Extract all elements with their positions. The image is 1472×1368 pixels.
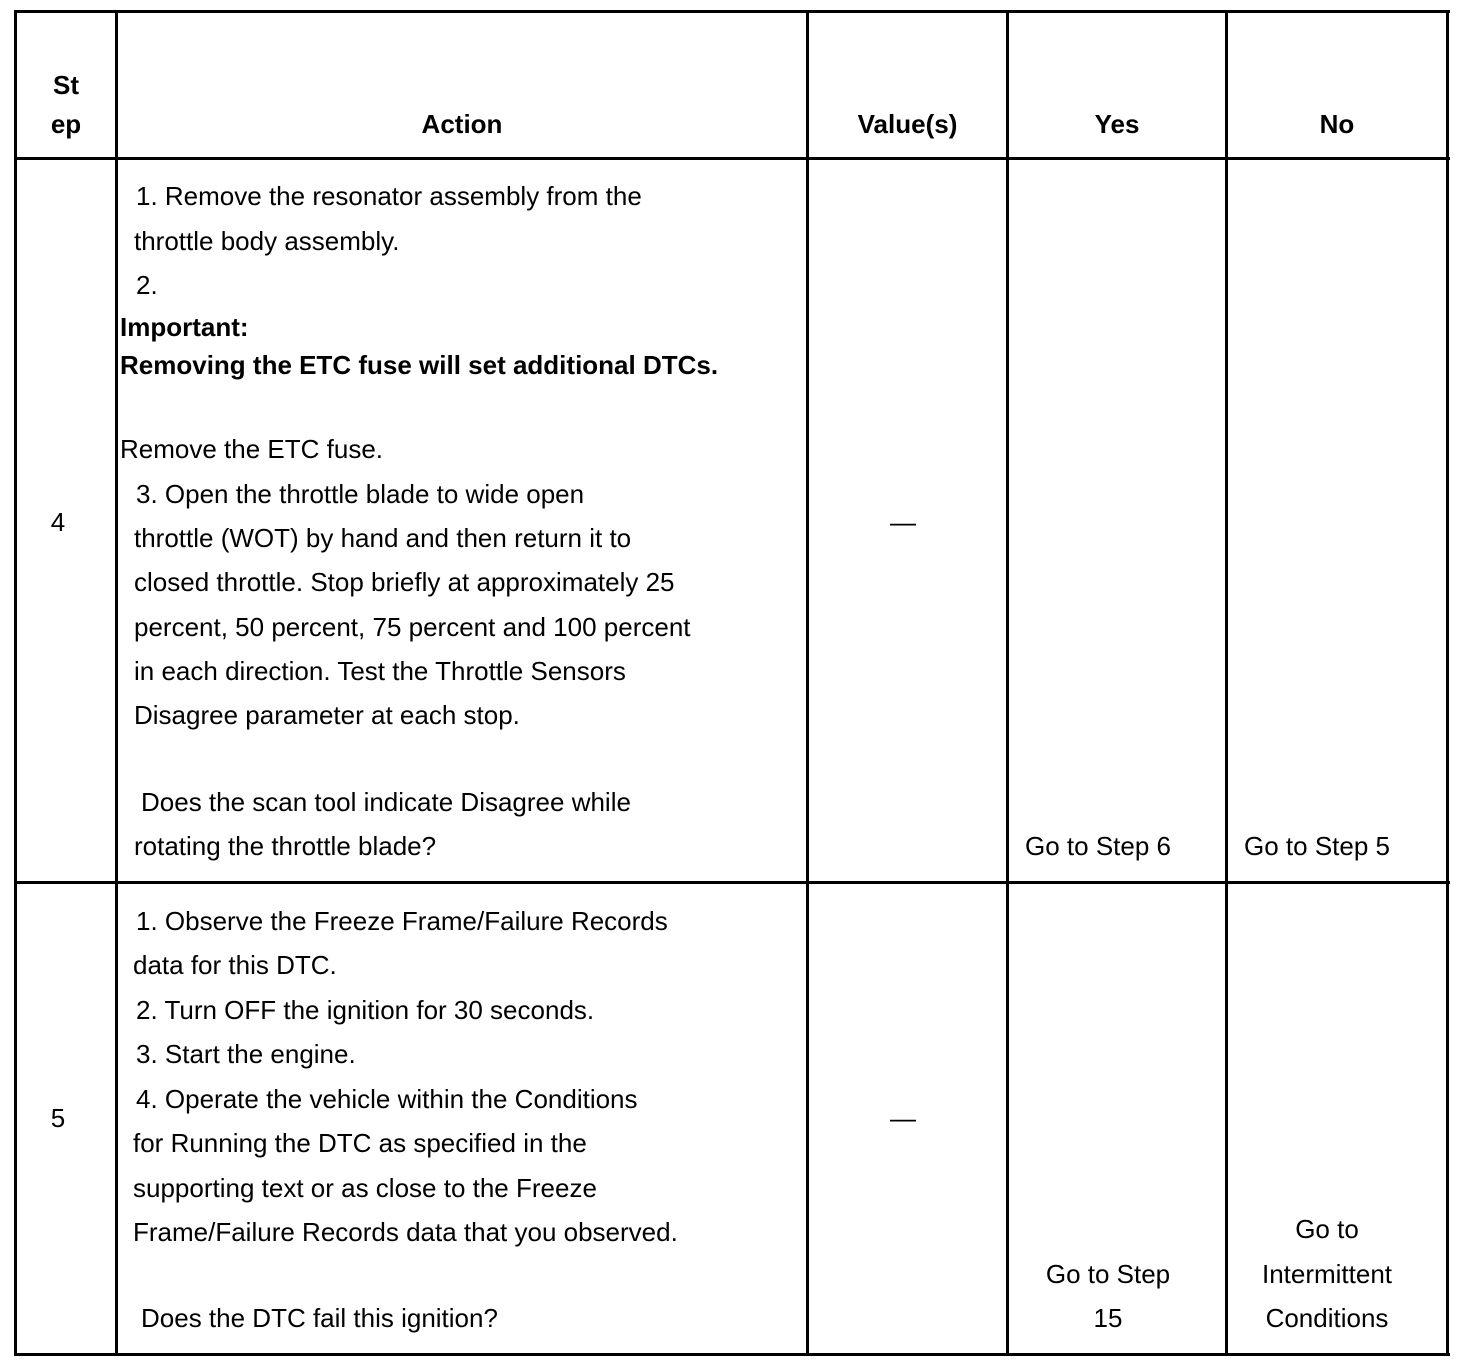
header-step-line1: St <box>53 70 79 100</box>
action-line: data for this DTC. <box>133 950 337 980</box>
action-question: Does the scan tool indicate Disagree while <box>141 787 631 817</box>
no-cell-line: Go to <box>1295 1214 1359 1244</box>
action-line: Frame/Failure Records data that you observed. <box>133 1217 678 1247</box>
action-question: rotating the throttle blade? <box>134 831 437 861</box>
action-line: throttle (WOT) by hand and then return it to <box>134 523 632 553</box>
action-line: 4. Operate the vehicle within the Conditions <box>136 1084 638 1114</box>
header-action: Action <box>421 109 503 139</box>
value-cell: — <box>890 1103 916 1133</box>
yes-cell-line: Go to Step <box>1045 1259 1171 1289</box>
action-line: closed throttle. Stop briefly at approximately 25 <box>134 567 675 597</box>
action-line: 1. Observe the Freeze Frame/Failure Records <box>136 906 668 936</box>
header-no: No <box>1319 109 1355 139</box>
action-line: 2. Turn OFF the ignition for 30 seconds. <box>136 995 595 1025</box>
yes-cell: Go to Step 6 <box>1025 831 1171 861</box>
important-note: Removing the ETC fuse will set additional DTCs. <box>120 350 719 380</box>
action-line: 2. <box>136 270 158 300</box>
header-divider <box>14 157 1450 160</box>
action-line: for Running the DTC as specified in the <box>133 1128 587 1158</box>
table-border-right <box>1446 10 1449 1356</box>
header-yes: Yes <box>1094 109 1140 139</box>
action-line: Remove the ETC fuse. <box>120 434 383 464</box>
no-cell-line: Intermittent <box>1261 1259 1393 1289</box>
col-divider-action <box>806 10 809 1356</box>
action-line: 3. Start the engine. <box>136 1039 356 1069</box>
no-cell: Go to Step 5 <box>1244 831 1390 861</box>
action-line: percent, 50 percent, 75 percent and 100 percent <box>134 612 691 642</box>
header-step-line2: ep <box>50 109 82 139</box>
action-question: Does the DTC fail this ignition? <box>141 1303 498 1333</box>
table-border-bottom <box>14 1353 1450 1356</box>
no-cell-line: Conditions <box>1265 1303 1389 1333</box>
action-line: Disagree parameter at each stop. <box>134 700 520 730</box>
col-divider-values <box>1006 10 1009 1356</box>
step-number: 4 <box>50 507 66 537</box>
action-line: 1. Remove the resonator assembly from the <box>136 181 642 211</box>
step-number: 5 <box>50 1103 66 1133</box>
table-border-left <box>14 10 17 1356</box>
header-values: Value(s) <box>857 109 958 139</box>
action-line: throttle body assembly. <box>134 226 400 256</box>
row-divider <box>14 881 1450 884</box>
value-cell: — <box>890 507 916 537</box>
important-label: Important: <box>120 312 249 342</box>
table-border-top <box>14 10 1450 13</box>
yes-cell-line: 15 <box>1093 1303 1123 1333</box>
action-line: in each direction. Test the Throttle Sensors <box>134 656 626 686</box>
action-line: 3. Open the throttle blade to wide open <box>136 479 585 509</box>
col-divider-step <box>115 10 118 1356</box>
action-line: supporting text or as close to the Freeze <box>133 1173 597 1203</box>
col-divider-yes <box>1225 10 1228 1356</box>
